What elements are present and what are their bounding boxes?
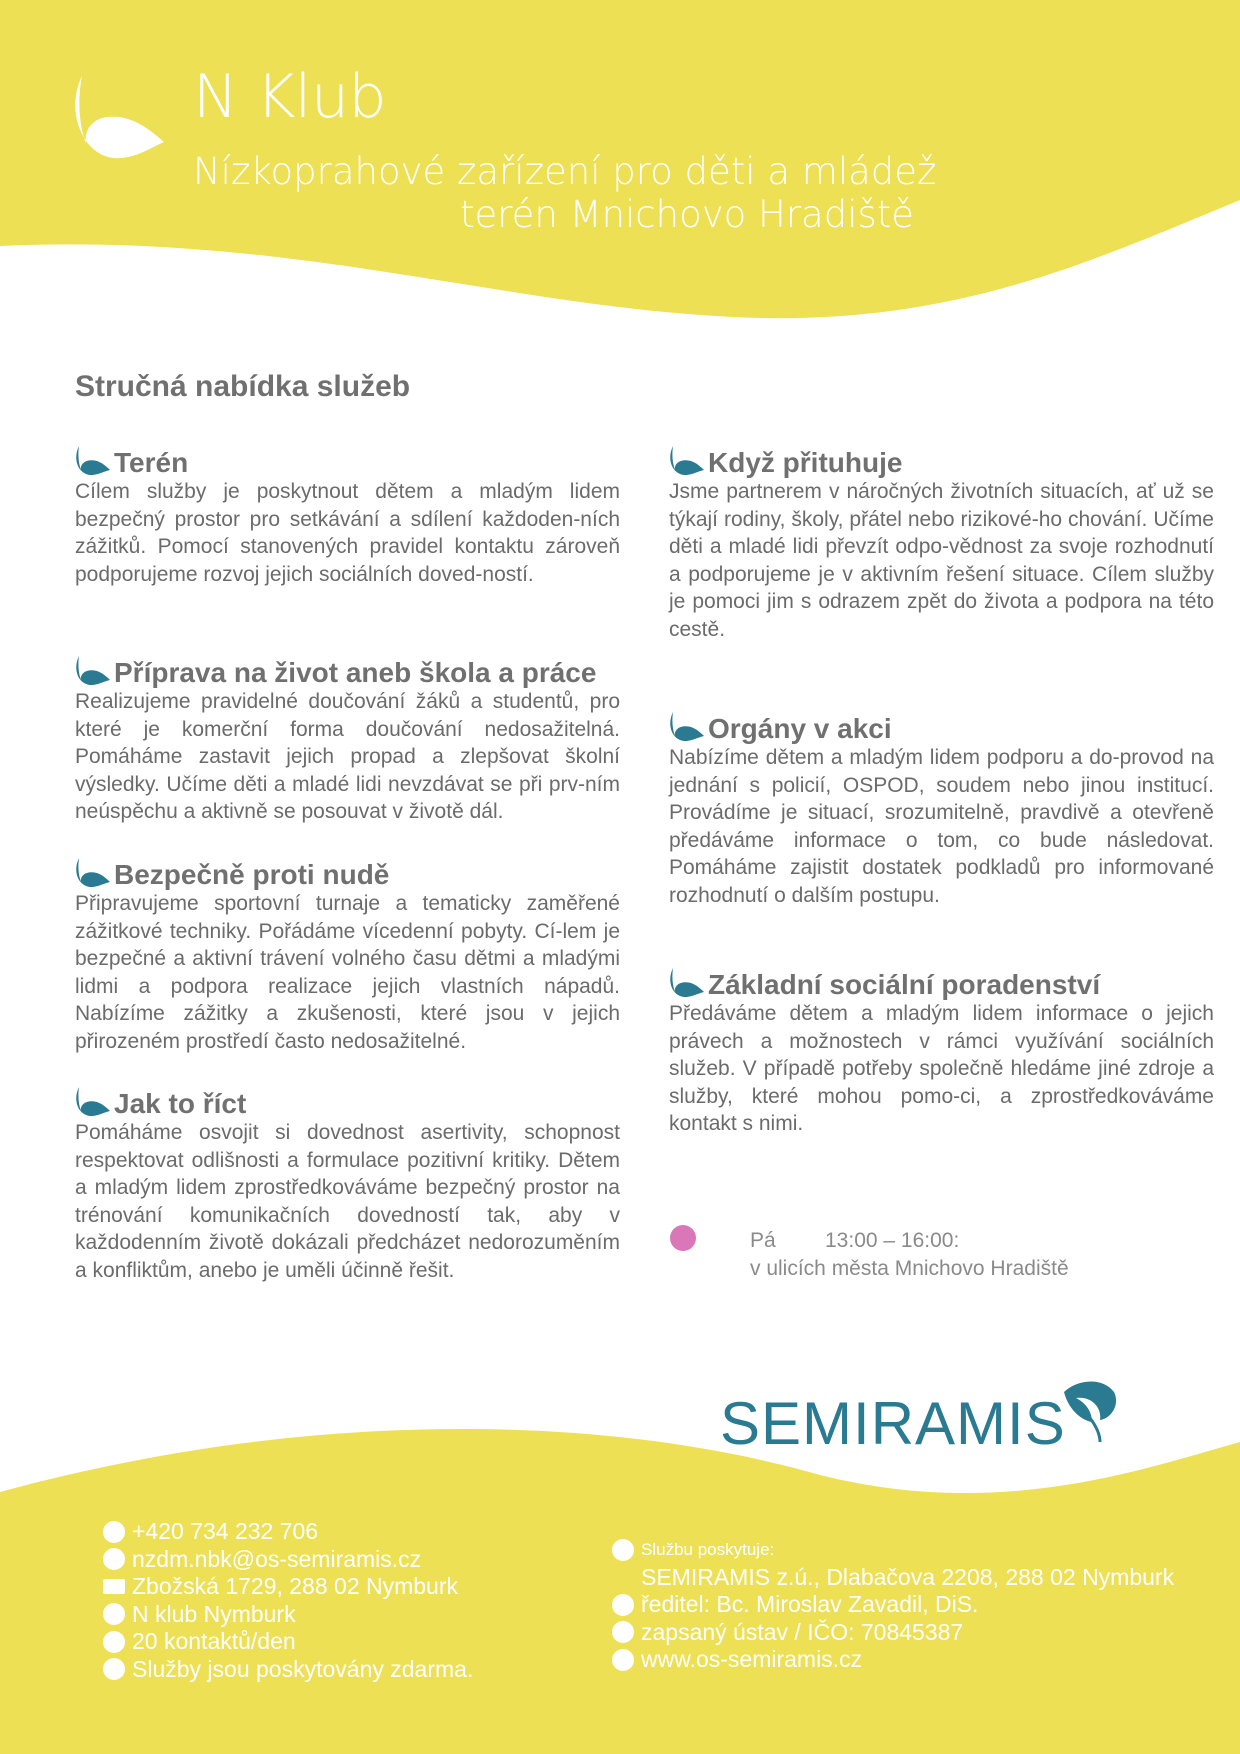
contact-right — [612, 1536, 1174, 1674]
registry-icon — [612, 1621, 634, 1643]
section-jak-to-rict — [75, 1079, 620, 1284]
hours-place: v ulicích města Mnichovo Hradiště — [750, 1257, 1069, 1280]
leaf-bullet-icon — [75, 856, 111, 890]
opening-hours — [750, 1227, 1069, 1283]
leaf-bullet-icon — [75, 654, 111, 688]
leaf-bullet-icon — [669, 444, 705, 478]
home-icon — [612, 1539, 634, 1561]
contact-facebook[interactable]: N klub Nymburk — [132, 1600, 296, 1627]
free-icon — [103, 1658, 125, 1680]
page-subtitle-location: terén Mnichovo Hradiště — [460, 193, 915, 236]
section-bezpecne — [75, 850, 620, 1055]
web-icon — [612, 1649, 634, 1671]
facebook-icon — [103, 1603, 125, 1625]
provider-label: Službu poskytuje: — [641, 1539, 775, 1559]
contact-address: Zbožská 1729, 288 02 Nymburk — [132, 1573, 459, 1600]
section-priprava — [75, 648, 620, 826]
contact-capacity: 20 kontaktů/den — [132, 1628, 296, 1655]
person-icon — [612, 1594, 634, 1616]
section-text: Cílem služby je poskytnout dětem a mladým lidem bezpečný prostor pro setkávání a sdílení každoden-ních zážitků. Pomocí stanovených pravidel kontaktu zároveň podporujeme rozvoj jejich sociálních doved-ností. — [75, 480, 620, 586]
section-title: Jak to říct — [114, 1088, 247, 1119]
section-poradenstvi — [669, 960, 1214, 1138]
semiramis-logo — [720, 1378, 1118, 1457]
director: ředitel: Bc. Miroslav Zavadil, DiS. — [641, 1591, 979, 1618]
contact-email[interactable]: nzdm.nbk@os-semiramis.cz — [132, 1545, 422, 1572]
section-title: Bezpečně proti nudě — [114, 859, 390, 890]
leaf-bullet-icon — [75, 1085, 111, 1119]
section-text: Realizujeme pravidelné doučování žáků a studentů, pro které je komerční forma doučování nedosažitelná. Pomáháme zastavit jejich propad a zlepšovat školní výsledky. Učíme děti a mladé lidi nevzdávat se při prv-ním neúspěchu a aktivně se posouvat v životě dál. — [75, 690, 620, 823]
hours-day: Pá — [750, 1229, 776, 1252]
section-organy-v-akci — [669, 704, 1214, 909]
hours-time: 13:00 – 16:00: — [825, 1229, 960, 1252]
contact-free: Služby jsou poskytovány zdarma. — [132, 1655, 474, 1682]
phone-icon — [103, 1521, 125, 1543]
section-title: Příprava na život aneb škola a práce — [114, 657, 597, 688]
provider-name: SEMIRAMIS z.ú., Dlabačova 2208, 288 02 Nymburk — [641, 1563, 1175, 1590]
section-title: Základní sociální poradenství — [708, 969, 1101, 1000]
section-text: Předáváme dětem a mladým lidem informace o jejich právech a možnostech v rámci využívání sociálních služeb. V případě potřeby společně hledáme jiné zdroje a služby, které mohou pomo-ci, a zprostředkováváme kontakt s nimi. — [669, 1002, 1214, 1135]
offer-heading: Stručná nabídka služeb — [75, 370, 411, 403]
registry: zapsaný ústav / IČO: 70845387 — [641, 1618, 964, 1645]
people-icon — [103, 1631, 125, 1653]
leaf-bullet-icon — [669, 710, 705, 744]
section-kdyz-prituhuje — [669, 438, 1214, 643]
leaf-bullet-icon — [75, 444, 111, 478]
contact-left — [103, 1518, 473, 1683]
leaf-logo-icon — [72, 72, 168, 168]
hours-dot-icon — [670, 1225, 696, 1251]
section-title: Orgány v akci — [708, 713, 892, 744]
section-teren — [75, 438, 620, 588]
section-title: Terén — [114, 447, 189, 478]
leaf-bullet-icon — [669, 966, 705, 1000]
section-text: Nabízíme dětem a mladým lidem podporu a do-provod na jednání s policií, OSPOD, soudem nebo jinou institucí. Provádíme je situací, srozumitelně, pravdivě a otevřeně předáváme informace o tom, co bude následovat. Pomáháme zajistit dostatek podkladů pro informované rozhodnutí o dalším postupu. — [669, 746, 1214, 907]
section-text: Připravujeme sportovní turnaje a tematicky zaměřené zážitkové techniky. Pořádáme vícedenní pobyty. Cí-lem je bezpečné a aktivní trávení volného času dětmi a mladými lidmi a podpora realizace jejich vlastních nápadů. Nabízíme zážitky a zkušenosti, které jsou v jejich přirozeném prostředí často nedosažitelné. — [75, 892, 620, 1053]
page-title: N Klub — [193, 62, 387, 132]
section-text: Jsme partnerem v náročných životních situacích, ať už se týkají rodiny, školy, přátel nebo rizikové-ho chování. Učíme děti a mladé lidi převzít odpo-vědnost za svoje rozhodnutí a podporujeme je v aktivním řešení situace. Cílem služby je pomoci jim s odrazem zpět do života a podpora na této cestě. — [669, 480, 1214, 641]
logo-leaf-icon — [1062, 1378, 1118, 1444]
contact-phone: +420 734 232 706 — [132, 1518, 319, 1545]
website-link[interactable]: www.os-semiramis.cz — [641, 1646, 863, 1673]
email-icon — [103, 1548, 125, 1570]
section-text: Pomáháme osvojit si dovednost asertivity, schopnost respektovat odlišnosti a formulace pozitivní kritiky. Dětem a mladým lidem zprostředkováváme bezpečný prostor na trénování komunikačních dovedností tak, aby v každodenním životě dokázali předcházet nedorozuměním a konfliktům, anebo je uměli účinně řešit. — [75, 1121, 620, 1282]
logo-text: SEMIRAMIS — [720, 1390, 1066, 1457]
envelope-icon — [103, 1579, 125, 1594]
section-title: Když přituhuje — [708, 447, 903, 478]
page-subtitle: Nízkoprahové zařízení pro děti a mládež — [193, 150, 937, 193]
